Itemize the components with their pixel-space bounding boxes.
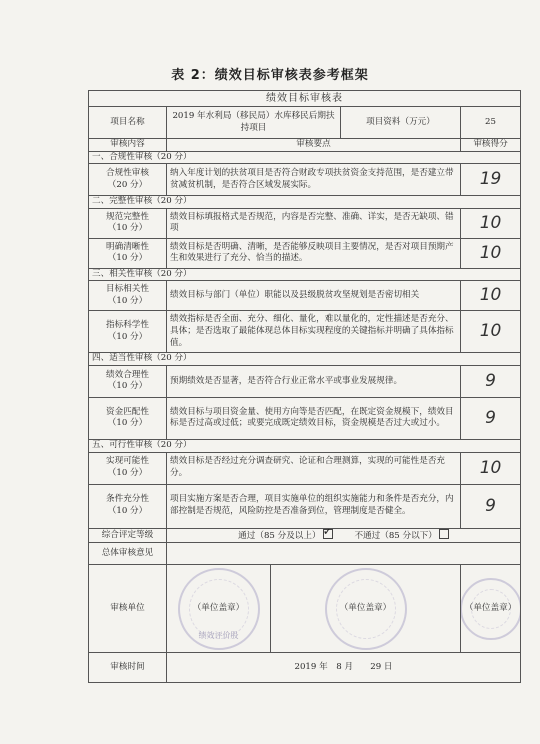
criterion-weight: （10 分） [107, 253, 148, 264]
section-title: 三、相关性审核（20 分） [89, 268, 521, 281]
criterion-text: 绩效目标与部门（单位）职能以及县级脱贫攻坚规划是否密切相关 [167, 281, 461, 311]
col-header-score: 审核得分 [461, 139, 521, 152]
stamp-label: （单位盖章） [192, 602, 245, 613]
criterion-cell [89, 452, 167, 484]
score-value: 10 [461, 311, 521, 353]
score-value: 10 [461, 208, 521, 238]
criterion-text: 绩效目标是否经过充分调查研究、论证和合理测算，实现的可能性是否充分。 [167, 452, 461, 484]
table-row [89, 208, 521, 238]
unit-label: 审核单位 [89, 565, 167, 653]
score-value: 10 [461, 452, 521, 484]
criterion-name: 绩效合理性 [106, 369, 149, 380]
score-value: 10 [461, 281, 521, 311]
checkbox-checked-icon [323, 529, 333, 539]
page-title: 表 2：绩效目标审核表参考框架 [171, 68, 369, 83]
project-funds-value: 25 [461, 107, 521, 139]
criterion-name: 指标科学性 [106, 320, 149, 331]
criterion-weight: （10 分） [107, 468, 148, 479]
criterion-name: 实现可能性 [106, 456, 149, 467]
stamp-cell [461, 565, 521, 653]
criterion-weight: （10 分） [107, 295, 148, 306]
criterion-weight: （10 分） [107, 418, 148, 429]
checkbox-empty-icon [439, 529, 449, 539]
score-value: 9 [461, 397, 521, 439]
criterion-text: 预期绩效是否显著，是否符合行业正常水平或事业发展规律。 [167, 365, 461, 397]
table-row [89, 365, 521, 397]
score-value: 9 [461, 365, 521, 397]
stamp-sub: 绩效评价股 [198, 631, 239, 641]
audit-table [88, 90, 521, 683]
time-value: 2019 年 8 月 29 日 [167, 653, 521, 683]
project-name-value: 2019 年水利局（移民局）水库移民后期扶持项目 [167, 107, 341, 139]
overall-value [167, 543, 521, 565]
score-value: 10 [461, 238, 521, 268]
criterion-name: 合规性审核 [106, 168, 149, 179]
table-row [89, 452, 521, 484]
section-title: 一、合规性审核（20 分） [89, 151, 521, 164]
stamp-cell [167, 565, 271, 653]
criterion-text: 绩效指标是否全面、充分、细化、量化，难以量化的，定性描述是否充分、具体；是否选取了最能体现总体目标实现程度的关键指标并明确了具体指标值。 [167, 311, 461, 353]
criterion-text: 绩效目标与项目资金量、使用方向等是否匹配，在既定资金规模下，绩效目标是否过高或过低；或要完成既定绩效目标，资金规模是否过大或过小。 [167, 397, 461, 439]
stamp-cell [271, 565, 461, 653]
table-row [89, 311, 521, 353]
criterion-text: 绩效目标是否明确、清晰，是否能够反映项目主要情况，是否对项目预期产生和效果进行了充分、恰当的描述。 [167, 238, 461, 268]
criterion-cell [89, 238, 167, 268]
grade-options [167, 528, 521, 543]
time-label: 审核时间 [89, 653, 167, 683]
section-title: 四、适当性审核（20 分） [89, 353, 521, 366]
stamp-label: （单位盖章） [339, 602, 392, 613]
table-row [89, 281, 521, 311]
criterion-text: 纳入年度计划的扶贫项目是否符合财政专项扶贫资金支持范围，是否建立带贫减贫机制，是否符合区域发展实际。 [167, 164, 461, 196]
criterion-cell [89, 311, 167, 353]
stamp-label: （单位盖章） [464, 602, 517, 613]
grade-label: 综合评定等级 [89, 528, 167, 543]
score-value: 9 [461, 484, 521, 528]
criterion-text: 项目实施方案是否合理，项目实施单位的组织实施能力和条件是否充分，内部控制是否规范，风险防控是否准备到位，管理制度是否健全。 [167, 484, 461, 528]
criterion-name: 资金匹配性 [106, 406, 149, 417]
project-funds-label: 项目资料（万元） [341, 107, 461, 139]
grade-fail-label: 不通过（85 分以下） [354, 530, 437, 541]
table-row [89, 164, 521, 196]
criterion-weight: （10 分） [107, 381, 148, 392]
score-value: 19 [461, 164, 521, 196]
criterion-name: 目标相关性 [106, 284, 149, 295]
table-title: 绩效目标审核表 [89, 91, 521, 107]
grade-pass-label: 通过（85 分及以上） [238, 530, 321, 541]
project-name-label: 项目名称 [89, 107, 167, 139]
criterion-name: 条件充分性 [106, 494, 149, 505]
criterion-cell [89, 281, 167, 311]
criterion-name: 明确清晰性 [106, 241, 149, 252]
criterion-weight: （10 分） [107, 506, 148, 517]
criterion-cell [89, 164, 167, 196]
section-title: 五、可行性审核（20 分） [89, 439, 521, 452]
criterion-name: 规范完整性 [106, 211, 149, 222]
section-title: 二、完整性审核（20 分） [89, 196, 521, 209]
col-header-points: 审核要点 [167, 139, 461, 152]
criterion-cell [89, 365, 167, 397]
table-row [89, 238, 521, 268]
criterion-cell [89, 208, 167, 238]
table-row [89, 484, 521, 528]
col-header-content: 审核内容 [89, 139, 167, 152]
criterion-weight: （10 分） [107, 223, 148, 234]
criterion-cell [89, 397, 167, 439]
criterion-weight: （20 分） [107, 179, 148, 190]
overall-label: 总体审核意见 [89, 543, 167, 565]
criterion-cell [89, 484, 167, 528]
criterion-text: 绩效目标填报格式是否规范，内容是否完整、准确、详实，是否无缺项、错项 [167, 208, 461, 238]
table-row [89, 397, 521, 439]
criterion-weight: （10 分） [107, 331, 148, 342]
